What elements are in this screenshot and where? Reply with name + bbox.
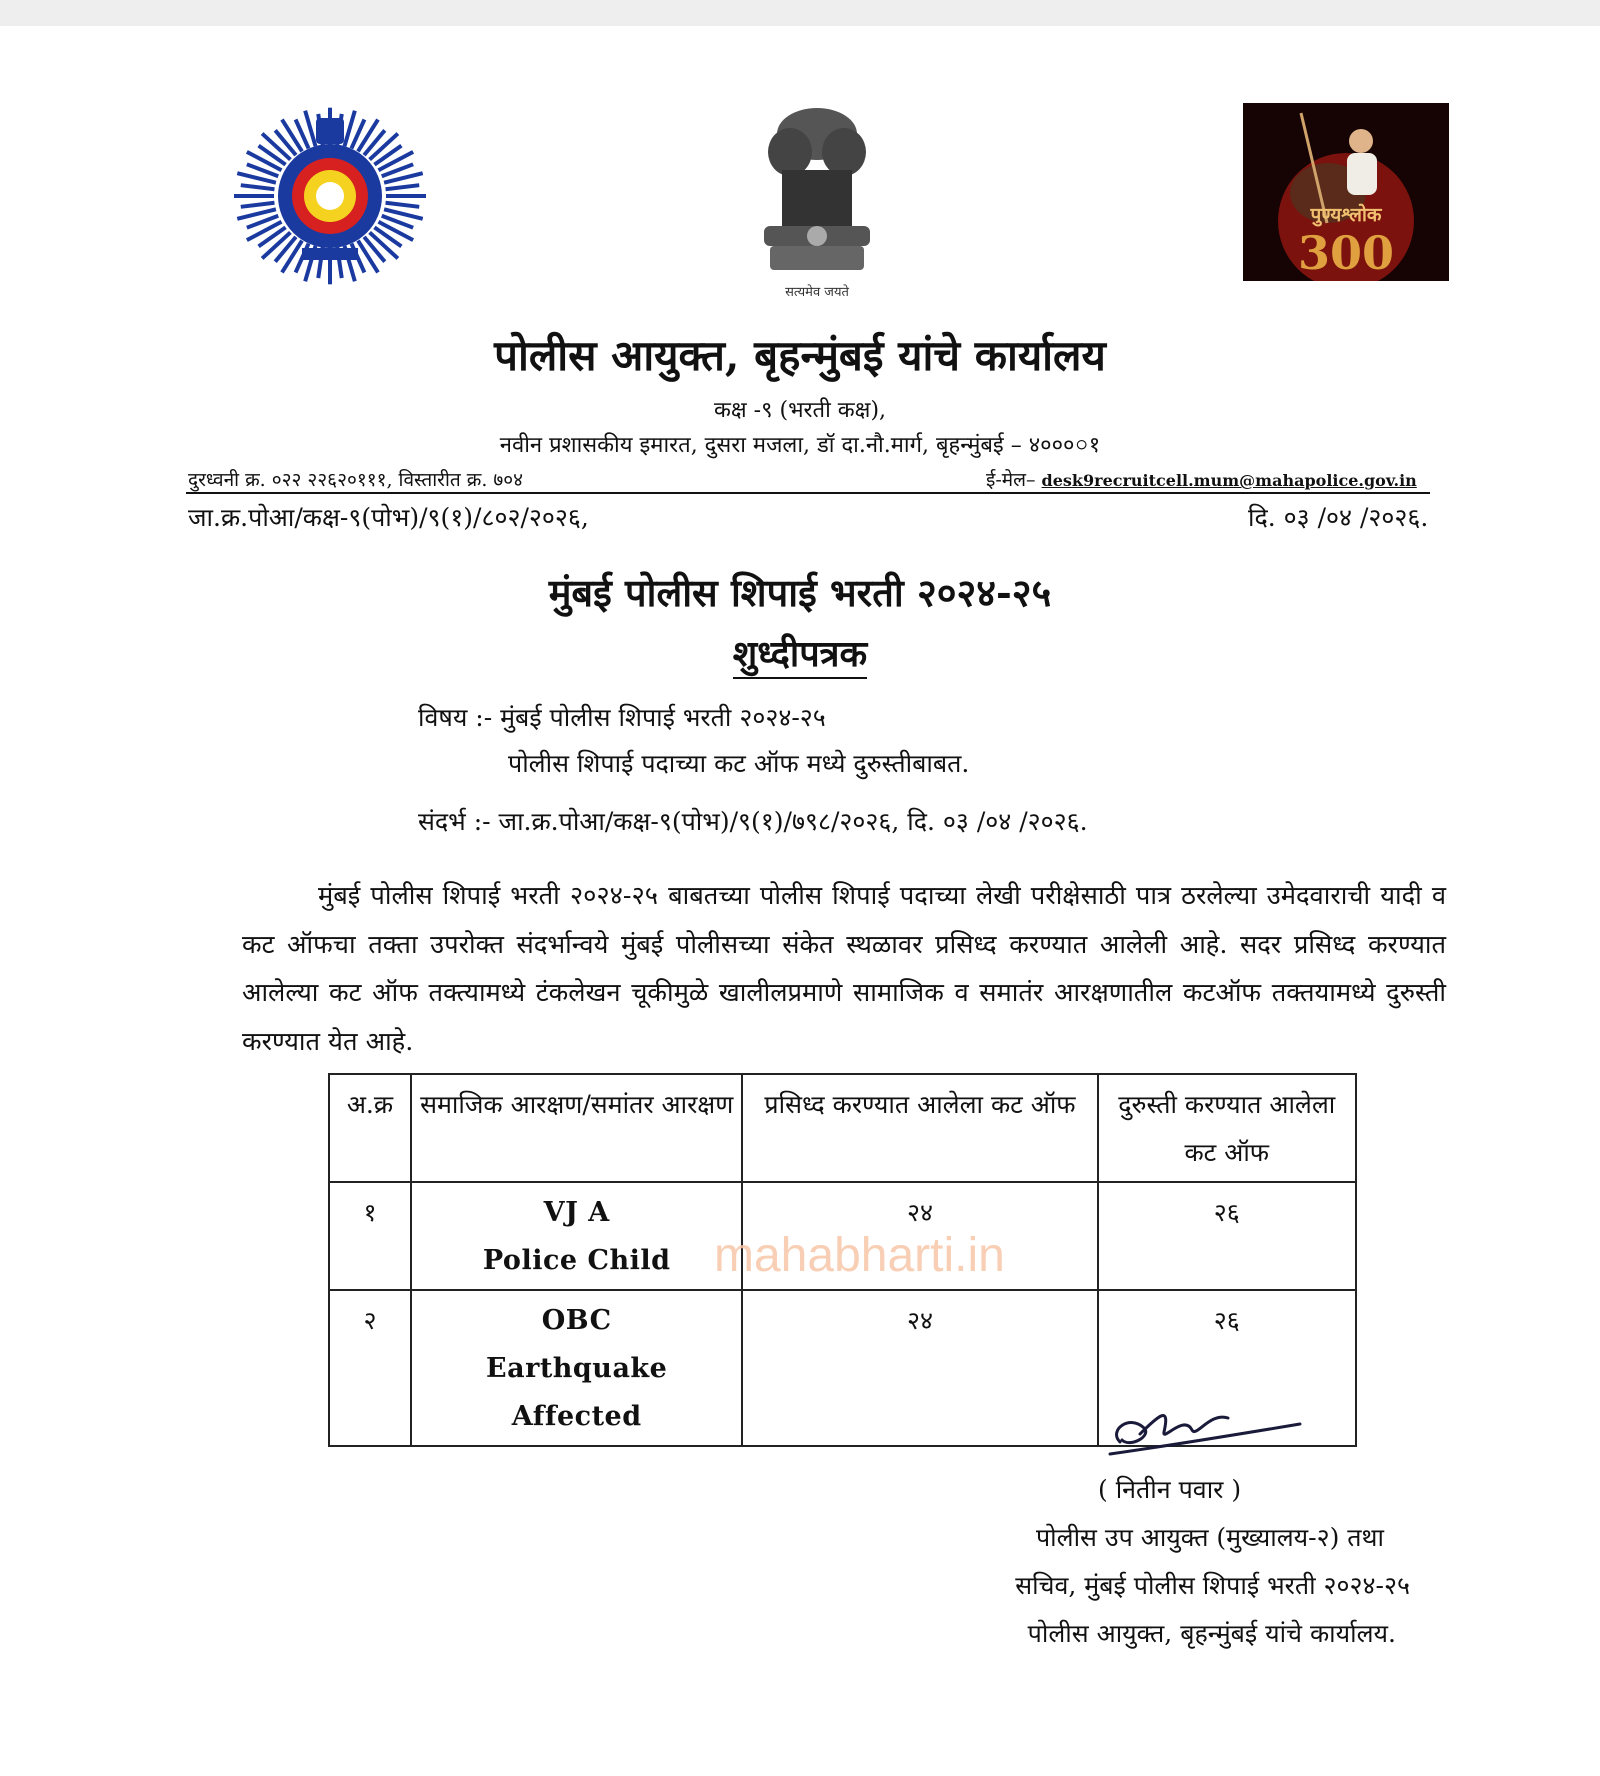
watermark: mahabharti.in xyxy=(714,1229,1005,1282)
signature xyxy=(1100,1384,1310,1464)
row-serial: २ xyxy=(329,1290,411,1446)
category-secondary: Earthquake Affected xyxy=(486,1353,668,1432)
row-category xyxy=(411,1182,743,1290)
table-header-row xyxy=(329,1074,1356,1182)
svg-text:300: 300 xyxy=(1297,226,1395,280)
signatory-name: ( नितीन पवार ) xyxy=(1098,1475,1242,1504)
row-corrected-cutoff: २६ xyxy=(1098,1290,1356,1446)
office-address: नवीन प्रशासकीय इमारत, दुसरा मजला, डॉ दा.नौ.मार्ग, बृहन्मुंबई – ४०००০१ xyxy=(499,433,1101,458)
header-serial: अ.क्र xyxy=(329,1074,411,1182)
office-department: कक्ष -९ (भरती कक्ष), xyxy=(713,398,887,423)
subject-line-2: पोलीस शिपाई पदाच्या कट ऑफ मध्ये दुरुस्तीबाबत. xyxy=(508,749,970,778)
office-title: पोलीस आयुक्त, बृहन्मुंबई यांचे कार्यालय xyxy=(494,331,1106,380)
signatory-designation-2: सचिव, मुंबई पोलीस शिपाई भरती २०२४-२५ xyxy=(1015,1571,1410,1600)
signatory-designation-1: पोलीस उप आयुक्त (मुख्यालय-२) तथा xyxy=(1035,1523,1384,1552)
national-emblem xyxy=(742,100,892,300)
signatory-designation-3: पोलीस आयुक्त, बृहन्मुंबई यांचे कार्यालय. xyxy=(1027,1619,1396,1648)
header-category: समाजिक आरक्षण/समांतर आरक्षण xyxy=(411,1074,743,1182)
row-published-cutoff: २४ xyxy=(742,1182,1097,1290)
top-band xyxy=(0,0,1600,26)
row-corrected-cutoff: २६ xyxy=(1098,1182,1356,1290)
header-published-cutoff: प्रसिध्द करण्यात आलेला कट ऑफ xyxy=(742,1074,1097,1182)
punyashlok-300-logo xyxy=(1243,103,1449,281)
document-date: दि. ०३ /०४ /२०२६. xyxy=(1248,503,1429,532)
phone-number: दुरध्वनी क्र. ०२२ २२६२०१११, विस्तारीत क्र. ७०४ xyxy=(188,469,524,491)
email-line xyxy=(986,466,1417,492)
reference-number: जा.क्र.पोआ/कक्ष-९(पोभ)/९(१)/८०२/२०२६, xyxy=(188,503,589,532)
header-corrected-cutoff: दुरुस्ती करण्यात आलेला कट ऑफ xyxy=(1098,1074,1356,1182)
document-heading: मुंबई पोलीस शिपाई भरती २०२४-२५ xyxy=(548,570,1052,615)
header-divider xyxy=(186,492,1430,494)
document-subheading xyxy=(0,628,1600,677)
email-address[interactable]: desk9recruitcell.mum@mahapolice.gov.in xyxy=(1041,471,1417,490)
svg-text:पुण्यश्लोक: पुण्यश्लोक xyxy=(1310,204,1382,226)
category-primary: OBC xyxy=(541,1305,612,1336)
row-published-cutoff: २४ xyxy=(742,1290,1097,1446)
emblem-motto: सत्यमेव जयते xyxy=(785,285,849,300)
email-label: ई-मेल– xyxy=(986,469,1036,491)
row-serial: १ xyxy=(329,1182,411,1290)
subject-line-1: विषय :- मुंबई पोलीस शिपाई भरती २०२४-२५ xyxy=(418,703,826,732)
corrigendum-title: शुध्दीपत्रक xyxy=(733,633,867,679)
category-secondary: Police Child xyxy=(482,1245,671,1276)
body-paragraph: मुंबई पोलीस शिपाई भरती २०२४-२५ बाबतच्या पोलीस शिपाई पदाच्या लेखी परीक्षेसाठी पात्र ठरलेल्या उमेदवाराची यादी व कट ऑफचा तक्ता उपरोक्त संदर्भान्वये मुंबई पोलीसच्या संकेत स्थळावर प्रसिध्द करण्यात आलेली आहे. सदर प्रसिध्द करण्यात आलेल्या कट ऑफ तक्त्यामध्ये टंकलेखन चूकीमुळे खालीलप्रमाणे सामाजिक व समातंर आरक्षणातील कटऑफ तक्तयामध्ये दुरुस्ती करण्यात येत आहे. xyxy=(242,881,1446,1057)
reference-line: संदर्भ :- जा.क्र.पोआ/कक्ष-९(पोभ)/९(१)/७९८/२०२६, दि. ०३ /०४ /२०२६. xyxy=(418,807,1088,836)
category-primary: VJ A xyxy=(543,1197,610,1228)
mumbai-police-logo xyxy=(212,98,448,288)
row-category xyxy=(411,1290,743,1446)
